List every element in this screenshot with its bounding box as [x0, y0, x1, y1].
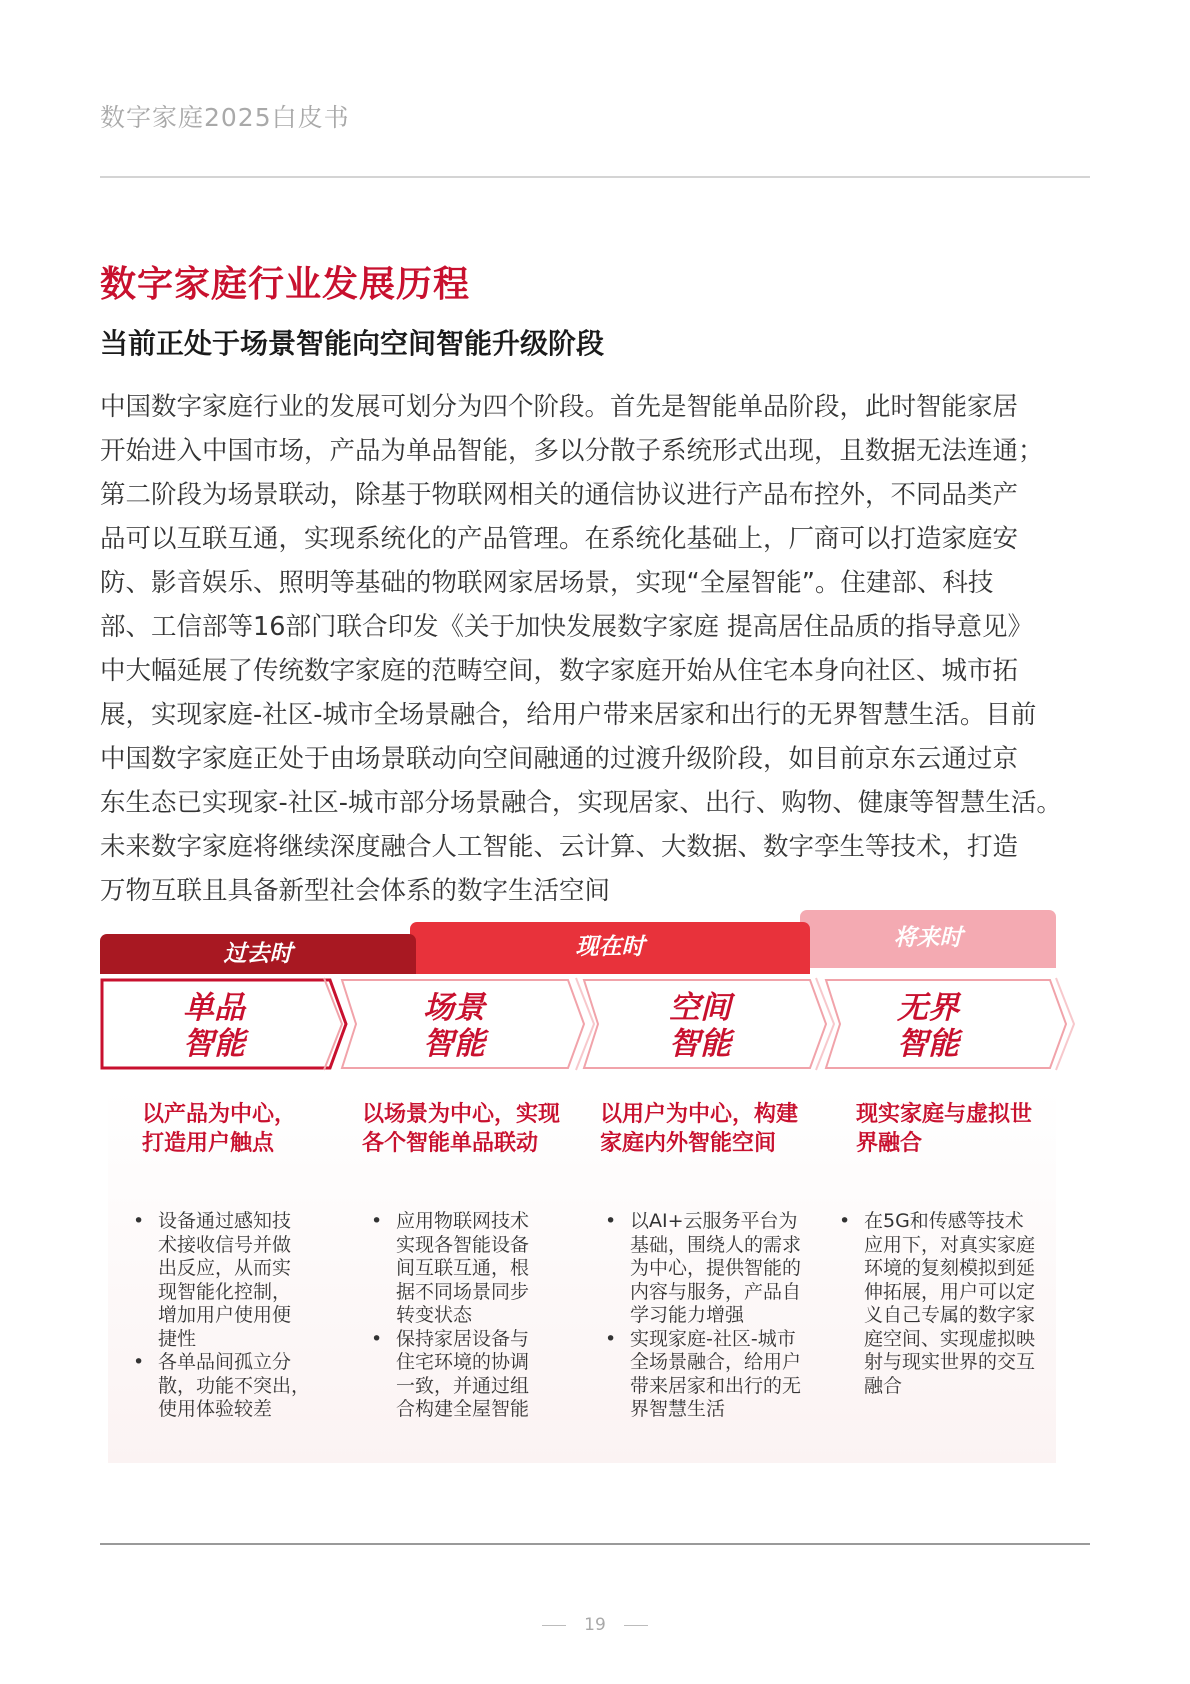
stage-3-heading-line1: 以用户为中心，构建 — [600, 1102, 799, 1127]
page-dash-left — [542, 1625, 566, 1626]
bullet-line: 伸拓展，用户可以定 — [864, 1280, 1036, 1303]
bullet-line: 现智能化控制， — [158, 1280, 292, 1303]
bullet-line: 一致，并通过组 — [396, 1374, 530, 1397]
stage-1-bullets — [130, 1210, 310, 1422]
stage-2-heading — [362, 1100, 560, 1158]
page-number — [0, 1615, 1190, 1635]
stage-3-heading-line2: 家庭内外智能空间 — [600, 1131, 777, 1156]
stage-1-name — [134, 990, 294, 1062]
stage-1-bullet-1 — [130, 1210, 310, 1351]
stage-1-heading-line2: 打造用户触点 — [142, 1131, 275, 1156]
stage-1-name-line1: 单品 — [183, 990, 245, 1026]
bullet-line: 转变状态 — [396, 1304, 473, 1326]
bullet-line: 界智慧生活 — [630, 1398, 726, 1420]
bullet-line: • 在5G和传感等技术 — [864, 1210, 1024, 1232]
stage-2-name-line1: 场景 — [423, 990, 485, 1026]
body-line: 开始进入中国市场，产品为单品智能，多以分散子系统形式出现，且数据无法连通； — [100, 436, 1044, 466]
bullet-line: • 应用物联网技术 — [396, 1210, 530, 1232]
stage-3-name-line1: 空间 — [669, 990, 731, 1026]
bullet-line: • 实现家庭-社区-城市 — [630, 1327, 796, 1350]
bullet-line: 融合 — [864, 1374, 903, 1397]
stage-3-heading — [600, 1100, 798, 1158]
stage-4-bullet-1 — [836, 1210, 1035, 1398]
stage-4-name — [848, 990, 1008, 1062]
bullet-line: 内容与服务，产品自 — [630, 1280, 802, 1303]
bullet-line: 增加用户使用便 — [158, 1304, 292, 1326]
stage-2-heading-line2: 各个智能单品联动 — [362, 1131, 539, 1156]
bullet-line: 合构建全屋智能 — [396, 1398, 530, 1420]
bullet-line: 据不同场景同步 — [396, 1280, 530, 1303]
bullet-line: 全场景融合，给用户 — [630, 1351, 802, 1373]
body-line: 防、影音娱乐、照明等基础的物联网家居场景，实现“全屋智能”。住建部、科技 — [100, 568, 994, 598]
stage-2-name-line2: 智能 — [423, 1026, 485, 1062]
stage-2-bullet-1 — [368, 1210, 529, 1328]
header-title: 数字家庭2025白皮书 — [100, 103, 350, 132]
era-future-bar: 将来时 — [800, 910, 1056, 968]
stage-4-name-line2: 智能 — [897, 1026, 959, 1062]
stage-3-bullets — [602, 1210, 801, 1422]
stage-3-name — [620, 990, 780, 1062]
bullet-line: 术接收信号并做 — [158, 1233, 292, 1256]
bullet-line: 散，功能不突出， — [158, 1374, 311, 1397]
stage-2-bullets — [368, 1210, 529, 1422]
stage-2-bullet-2 — [368, 1328, 529, 1422]
section-title: 数字家庭行业发展历程 — [100, 264, 471, 305]
bullet-line: 住宅环境的协调 — [396, 1351, 530, 1373]
body-line: 部、工信部等16部门联合印发《关于加快发展数字家庭 提高居住品质的指导意见》 — [100, 612, 1034, 642]
bullet-line: 环境的复刻模拟到延 — [864, 1257, 1036, 1279]
bullet-line: • 以AI+云服务平台为 — [630, 1210, 798, 1232]
body-line: 第二阶段为场景联动，除基于物联网相关的通信协议进行产品布控外，不同品类产 — [100, 480, 1019, 510]
section-subtitle: 当前正处于场景智能向空间智能升级阶段 — [100, 327, 605, 360]
bullet-line: 间互联互通，根 — [396, 1257, 530, 1279]
page-dash-right — [624, 1625, 648, 1626]
stage-3-name-line2: 智能 — [669, 1026, 731, 1062]
body-line: 中大幅延展了传统数字家庭的范畴空间，数字家庭开始从住宅本身向社区、城市拓 — [100, 656, 1019, 686]
stage-4-heading-line1: 现实家庭与虚拟世 — [856, 1102, 1033, 1127]
stage-1-heading — [142, 1100, 296, 1158]
bullet-line: 使用体验较差 — [158, 1398, 273, 1420]
stage-3-bullet-2 — [602, 1328, 801, 1422]
bullet-line: • 各单品间孤立分 — [158, 1351, 292, 1373]
stage-2-name — [374, 990, 534, 1062]
bullet-line: 义自己专属的数字家 — [864, 1304, 1036, 1326]
era-past-bar: 过去时 — [100, 934, 416, 974]
stage-4-bullets — [836, 1210, 1035, 1398]
bullet-line: • 保持家居设备与 — [396, 1327, 530, 1350]
bullet-line: 捷性 — [158, 1327, 197, 1350]
footer-divider — [100, 1543, 1090, 1545]
body-line: 展，实现家庭-社区-城市全场景融合，给用户带来居家和出行的无界智慧生活。目前 — [100, 700, 1037, 730]
bullet-line: 出反应，从而实 — [158, 1257, 292, 1279]
stage-1-heading-line1: 以产品为中心， — [142, 1102, 297, 1127]
header-divider — [100, 176, 1090, 178]
bullet-line: 应用下，对真实家庭 — [864, 1233, 1036, 1256]
body-paragraph — [100, 385, 1100, 913]
stage-1-bullet-2 — [130, 1351, 310, 1422]
body-line: 品可以互联互通，实现系统化的产品管理。在系统化基础上，厂商可以打造家庭安 — [100, 524, 1019, 554]
body-line: 中国数字家庭正处于由场景联动向空间融通的过渡升级阶段，如目前京东云通过京 — [100, 744, 1019, 774]
body-line: 中国数字家庭行业的发展可划分为四个阶段。首先是智能单品阶段，此时智能家居 — [100, 392, 1019, 422]
bullet-line: 基础，围绕人的需求 — [630, 1233, 802, 1256]
stage-4-heading-line2: 界融合 — [856, 1131, 923, 1156]
stage-2-heading-line1: 以场景为中心，实现 — [362, 1102, 561, 1127]
body-line: 东生态已实现家-社区-城市部分场景融合，实现居家、出行、购物、健康等智慧生活。 — [100, 788, 1062, 818]
stage-4-heading — [856, 1100, 1032, 1158]
era-present-bar: 现在时 — [410, 922, 810, 974]
bullet-line: 庭空间、实现虚拟映 — [864, 1327, 1036, 1350]
bullet-line: • 设备通过感知技 — [158, 1210, 292, 1232]
bullet-line: 学习能力增强 — [630, 1304, 745, 1326]
body-line: 未来数字家庭将继续深度融合人工智能、云计算、大数据、数字孪生等技术，打造 — [100, 832, 1019, 862]
bullet-line: 射与现实世界的交互 — [864, 1351, 1036, 1373]
page-number-value: 19 — [584, 1615, 606, 1635]
stage-4-name-line1: 无界 — [897, 990, 959, 1026]
stage-1-name-line2: 智能 — [183, 1026, 245, 1062]
stage-3-bullet-1 — [602, 1210, 801, 1328]
bullet-line: 带来居家和出行的无 — [630, 1374, 802, 1397]
body-line: 万物互联且具备新型社会体系的数字生活空间 — [100, 876, 611, 906]
bullet-line: 实现各智能设备 — [396, 1233, 530, 1256]
bullet-line: 为中心，提供智能的 — [630, 1257, 802, 1279]
